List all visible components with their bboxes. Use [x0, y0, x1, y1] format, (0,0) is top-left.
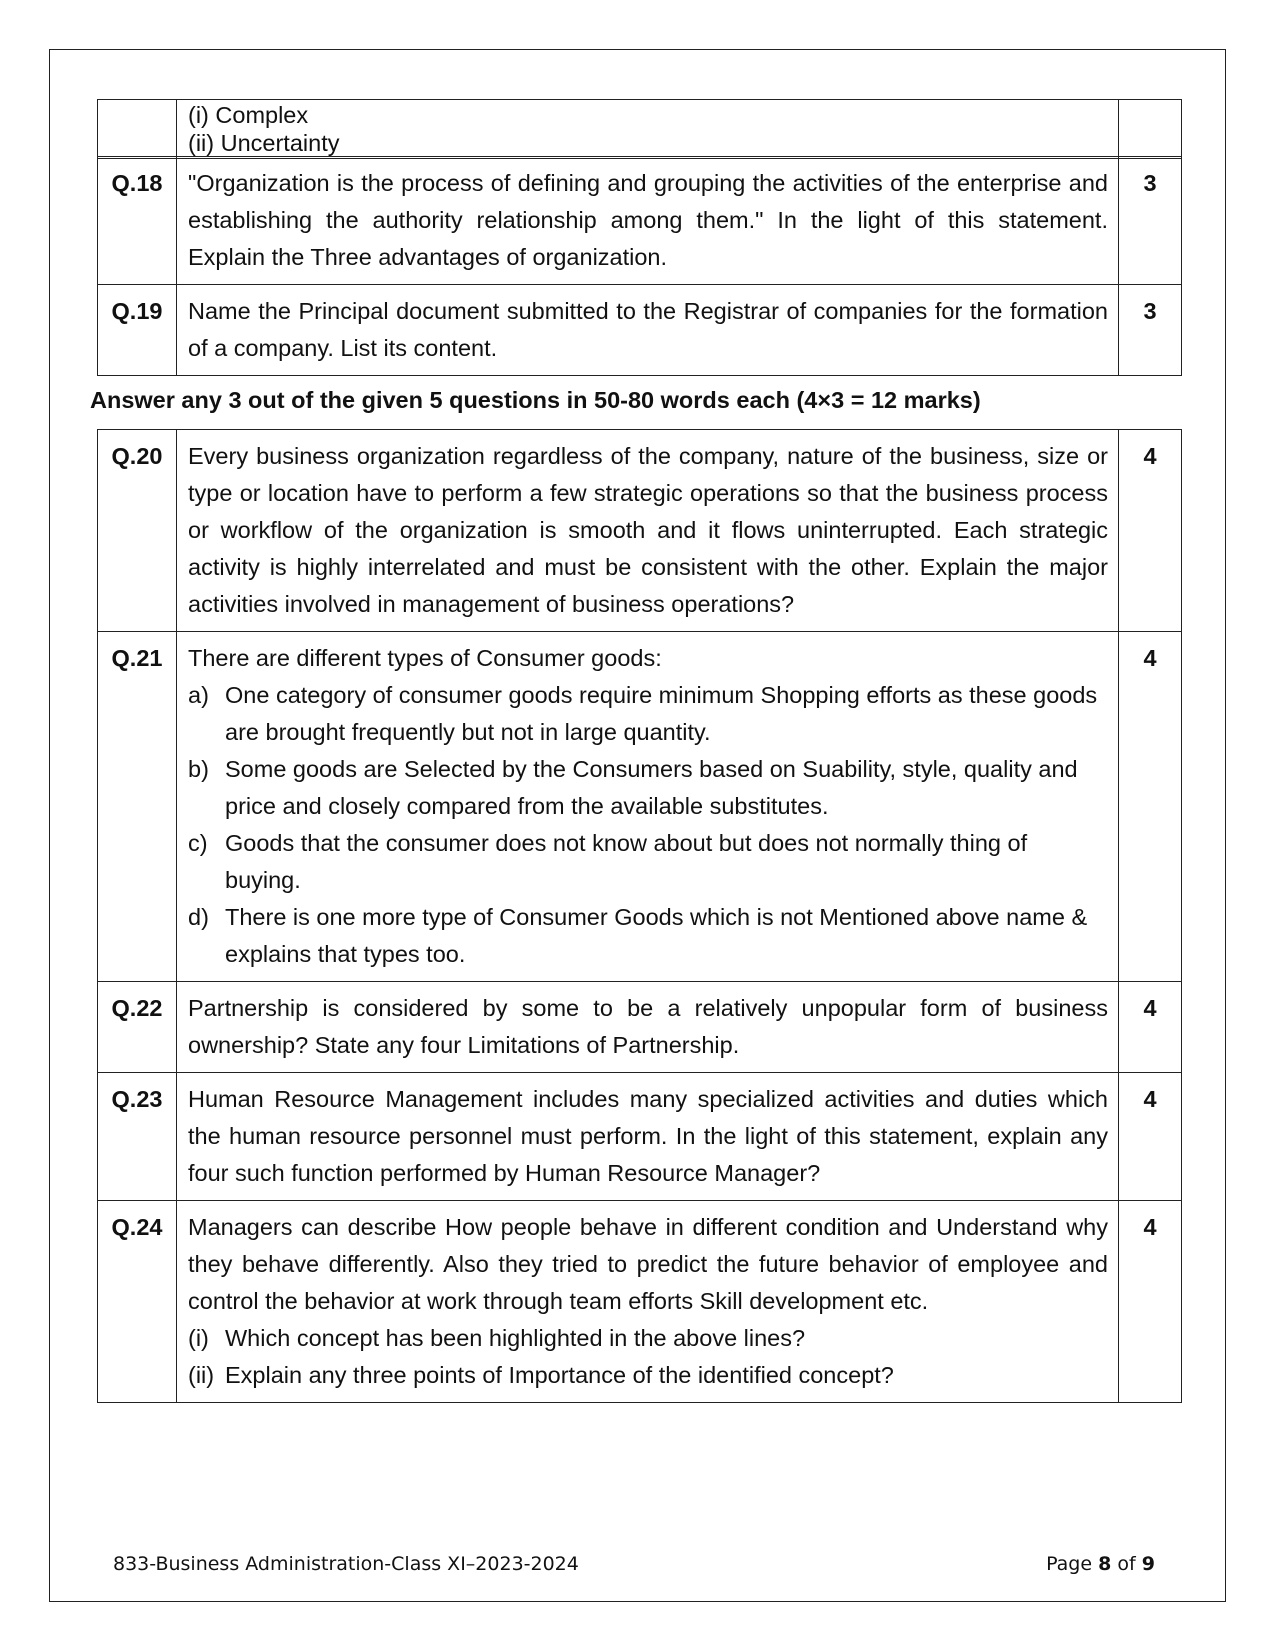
list-text: Some goods are Selected by the Consumers based on Suability, style, quality and price and closely compared from the available substitutes. — [225, 756, 1078, 819]
question-marks: 4 — [1119, 1201, 1182, 1403]
list-label: (ii) — [188, 1362, 215, 1388]
question-marks: 4 — [1119, 632, 1182, 982]
list-label: d) — [188, 904, 209, 930]
page-total: 9 — [1141, 1553, 1155, 1575]
marks-cell — [1119, 100, 1182, 159]
question-text: Every business organization regardless of the company, nature of the business, size or type or location have to perform a few strategic operations so that the business process or workflow of the organization is smooth and it flows uninterrupted. Each strategic activity is highly interrelated and must be consistent with the other. Explain the major activities involved in management of business operations? — [177, 430, 1119, 632]
list-text: Explain any three points of Importance of the identified concept? — [225, 1362, 894, 1388]
question-intro: There are different types of Consumer goods: — [188, 645, 662, 671]
questions-table-top-continued — [97, 156, 1182, 376]
table-row — [98, 157, 1182, 285]
table-row — [98, 285, 1182, 376]
question-number: Q.23 — [98, 1073, 177, 1201]
list-label: c) — [188, 830, 208, 856]
list-item — [188, 899, 1108, 973]
table-row — [98, 1073, 1182, 1201]
list-text: Goods that the consumer does not know about but does not normally thing of buying. — [225, 830, 1028, 893]
question-number-cell — [98, 100, 177, 159]
list-label: (i) — [188, 1325, 209, 1351]
list-item — [188, 1357, 1108, 1394]
option-line: (ii) Uncertainty — [188, 130, 340, 156]
question-number: Q.19 — [98, 285, 177, 376]
question-marks: 4 — [1119, 1073, 1182, 1201]
question-text: Name the Principal document submitted to the Registrar of companies for the formation of a company. List its content. — [177, 285, 1119, 376]
table-row — [98, 632, 1182, 982]
question-number: Q.22 — [98, 982, 177, 1073]
list-text: One category of consumer goods require minimum Shopping efforts as these goods are brought frequently but not in large quantity. — [225, 682, 1098, 745]
option-line: (i) Complex — [188, 102, 309, 128]
list-item — [188, 1320, 1108, 1357]
list-text: Which concept has been highlighted in the above lines? — [225, 1325, 806, 1351]
list-item — [188, 751, 1108, 825]
footer-page-number — [1046, 1553, 1155, 1575]
question-number: Q.20 — [98, 430, 177, 632]
question-text — [177, 1201, 1119, 1403]
question-intro: Managers can describe How people behave in different condition and Understand why they behave differently. Also they tried to predict the future behavior of employee and control the behavior at work through team efforts Skill development etc. — [188, 1214, 1108, 1314]
table-row — [98, 430, 1182, 632]
page-of: of — [1117, 1553, 1136, 1575]
question-number: Q.21 — [98, 632, 177, 982]
list-label: a) — [188, 682, 209, 708]
list-item — [188, 677, 1108, 751]
question-text: Human Resource Management includes many specialized activities and duties which the human resource personnel must perform. In the light of this statement, explain any four such function performed by Human Resource Manager? — [177, 1073, 1119, 1201]
question-text: Partnership is considered by some to be a relatively unpopular form of business ownership? State any four Limitations of Partnership. — [177, 982, 1119, 1073]
questions-table-bottom — [97, 429, 1182, 1403]
question-marks: 3 — [1119, 285, 1182, 376]
footer-document-title: 833-Business Administration-Class XI–2023-2024 — [113, 1553, 579, 1575]
question-number: Q.18 — [98, 157, 177, 285]
page-current: 8 — [1098, 1553, 1112, 1575]
questions-table-top — [97, 99, 1182, 159]
question-marks: 3 — [1119, 157, 1182, 285]
table-row — [98, 1201, 1182, 1403]
list-item — [188, 825, 1108, 899]
question-number: Q.24 — [98, 1201, 177, 1403]
question-text — [177, 632, 1119, 982]
page-word: Page — [1046, 1553, 1093, 1575]
list-label: b) — [188, 756, 209, 782]
question-marks: 4 — [1119, 982, 1182, 1073]
question-marks: 4 — [1119, 430, 1182, 632]
list-text: There is one more type of Consumer Goods which is not Mentioned above name & explains that types too. — [225, 904, 1088, 967]
question-text-cell — [177, 100, 1119, 159]
section-heading: Answer any 3 out of the given 5 questions in 50-80 words each (4×3 = 12 marks) — [90, 387, 981, 413]
question-text: "Organization is the process of defining and grouping the activities of the enterprise and establishing the authority relationship among them." In the light of this statement. Explain the Three advantages of organization. — [177, 157, 1119, 285]
table-row — [98, 982, 1182, 1073]
table-row — [98, 100, 1182, 159]
